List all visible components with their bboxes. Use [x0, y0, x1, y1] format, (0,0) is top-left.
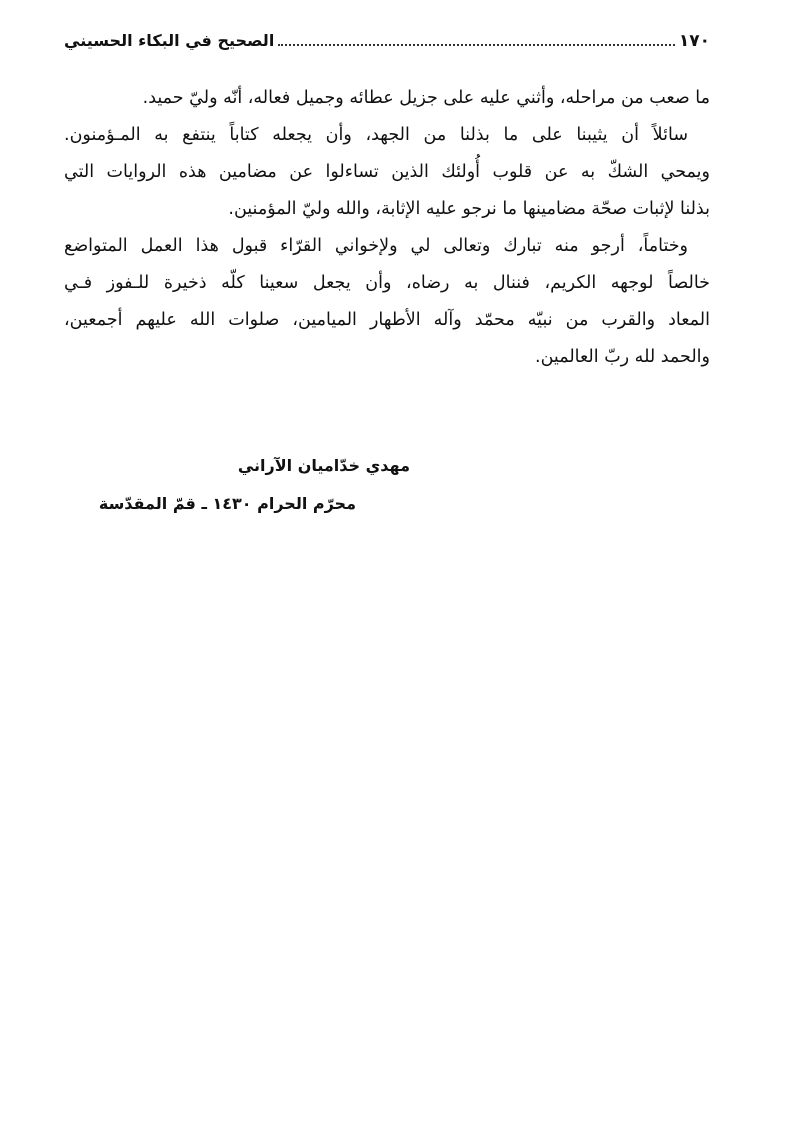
- paragraph-2-line-1: سائلاً أن يثيبنا على ما بذلنا من الجهد، وأن يجعله كتاباً ينتفع به المـؤمنون.: [64, 125, 688, 145]
- dotted-leader: [278, 30, 675, 46]
- page-number: ١٧٠: [678, 31, 710, 51]
- paragraph-1-line-1: ما صعب من مراحله، وأثني عليه على جزيل عطائه وجميل فعاله، أنّه وليّ حميد.: [142, 88, 710, 108]
- body-text: [64, 80, 710, 376]
- date-and-place: محرّم الحرام ١٤٣٠ ـ قمّ المقدّسة: [98, 494, 356, 513]
- paragraph-2-line-3: بذلنا لإثبات صحّة مضامينها ما نرجو عليه الإثابة، والله وليّ المؤمنين.: [228, 199, 710, 219]
- paragraph-3-line-1: وختاماً، أرجو منه تبارك وتعالى لي ولإخواني القرّاء قبول هذا العمل المتواضع: [64, 236, 688, 256]
- book-title: الصحيح في البكاء الحسيني: [64, 31, 275, 50]
- paragraph-3-line-4: والحمد لله ربّ العالمين.: [535, 347, 710, 367]
- paragraph-3-line-3: المعاد والقرب من نبيّه محمّد وآله الأطهار الميامين، صلوات الله عليهم أجمعين،: [64, 310, 710, 330]
- author-signature: مهدي خدّاميان الآراني: [237, 456, 410, 475]
- paragraph-2-line-2: ويمحي الشكّ به عن قلوب أُولئك الذين تساءلوا عن مضامين هذه الروايات التي: [64, 162, 710, 182]
- paragraph-3-line-2: خالصاً لوجهه الكريم، فننال به رضاه، وأن يجعل سعينا كلّه ذخيرة للـفوز فـي: [64, 273, 710, 293]
- running-header: [64, 30, 710, 54]
